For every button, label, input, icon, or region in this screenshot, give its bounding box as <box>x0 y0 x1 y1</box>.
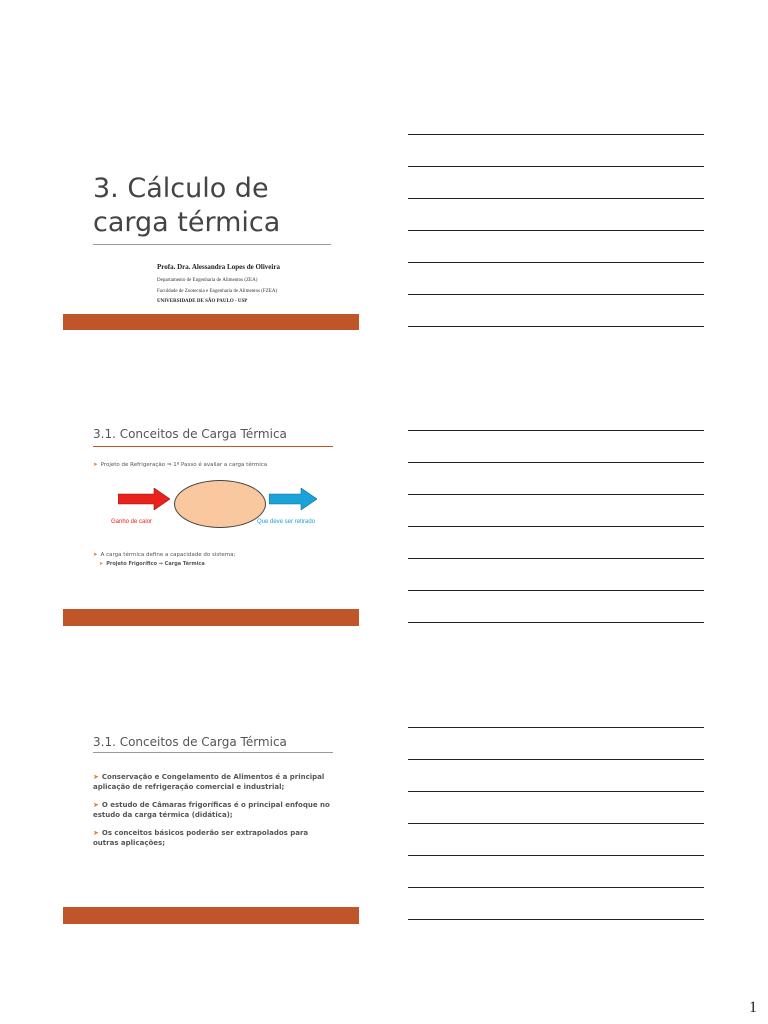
note-line <box>408 919 704 920</box>
note-line <box>408 590 704 591</box>
note-line <box>408 230 704 231</box>
author-name: Profa. Dra. Alessandra Lopes de Oliveira <box>157 263 280 271</box>
note-line <box>408 430 704 431</box>
note-line <box>408 166 704 167</box>
slide-3-title-rule <box>93 752 333 753</box>
bullet-arrow-icon: ➤ <box>93 773 99 781</box>
note-line <box>408 462 704 463</box>
university-name: UNIVERSIDADE DE SÃO PAULO - USP <box>157 299 248 304</box>
note-line <box>408 727 704 728</box>
bullet-arrow-icon: ➤ <box>93 829 99 837</box>
bullet-arrow-icon: ➤ <box>93 552 98 558</box>
note-line <box>408 134 704 135</box>
slide-3-bullet-2: ➤ O estudo de Câmaras frigoríficas é o principal enfoque no estudo da carga térmica (didática); <box>93 801 330 819</box>
note-line <box>408 887 704 888</box>
slide-1-title-rule <box>93 244 331 245</box>
page-number: 1 <box>749 999 757 1016</box>
note-line <box>408 262 704 263</box>
slide-2-footer-bar <box>63 609 359 626</box>
slide-2-title-rule <box>93 446 333 447</box>
slide-3-bullet-1: ➤ Conservação e Congelamento de Alimentos é a principal aplicação de refrigeração comercial e industrial; <box>93 773 325 791</box>
slide-3-bullet-3: ➤ Os conceitos básicos poderão ser extrapolados para outras aplicações; <box>93 829 309 847</box>
heat-in-arrow-icon <box>118 488 170 510</box>
note-line <box>408 494 704 495</box>
slide-2-title: 3.1. Conceitos de Carga Térmica <box>93 427 287 441</box>
department-1: Departamento de Engenharia de Alimentos (ZEA) <box>157 278 258 283</box>
bullet-arrow-icon: ➤ <box>93 462 98 468</box>
heat-gain-label: Ganho de calor <box>111 519 153 525</box>
note-line <box>408 326 704 327</box>
slide-3-title: 3.1. Conceitos de Carga Térmica <box>93 735 287 749</box>
bullet-arrow-icon: ➤ <box>93 801 99 809</box>
slide-3-footer-bar <box>63 907 359 924</box>
note-line <box>408 198 704 199</box>
slide-2-concepts <box>63 410 359 626</box>
department-2: Faculdade de Zootecnia e Engenharia de Alimentos (FZEA) <box>157 289 278 294</box>
slide-1-footer-bar <box>63 314 359 330</box>
slide-2-bullet-2: ➤ A carga térmica define a capacidade do sistema; <box>93 552 236 558</box>
slide-2-bullet-1: ➤ Projeto de Refrigeração ⇒ 1º Passo é avaliar a carga térmica <box>93 462 268 468</box>
slide-1-title <box>63 120 359 330</box>
note-line <box>408 294 704 295</box>
slide-3-concepts <box>63 710 359 924</box>
note-line <box>408 526 704 527</box>
note-line <box>408 622 704 623</box>
refrigerated-space-ellipse <box>174 480 266 528</box>
slide-1-title-text: 3. Cálculo de carga térmica <box>93 173 281 238</box>
note-line <box>408 791 704 792</box>
note-line <box>408 855 704 856</box>
slide-2-sub-bullet: ➤ Projeto Frigorífico ⇒ Carga Térmica <box>99 561 205 567</box>
heat-removed-label: Que deve ser retirado <box>257 519 316 525</box>
heat-out-arrow-icon <box>269 488 317 510</box>
note-line <box>408 558 704 559</box>
note-line <box>408 759 704 760</box>
bullet-arrow-icon: ➤ <box>99 561 104 567</box>
note-line <box>408 823 704 824</box>
